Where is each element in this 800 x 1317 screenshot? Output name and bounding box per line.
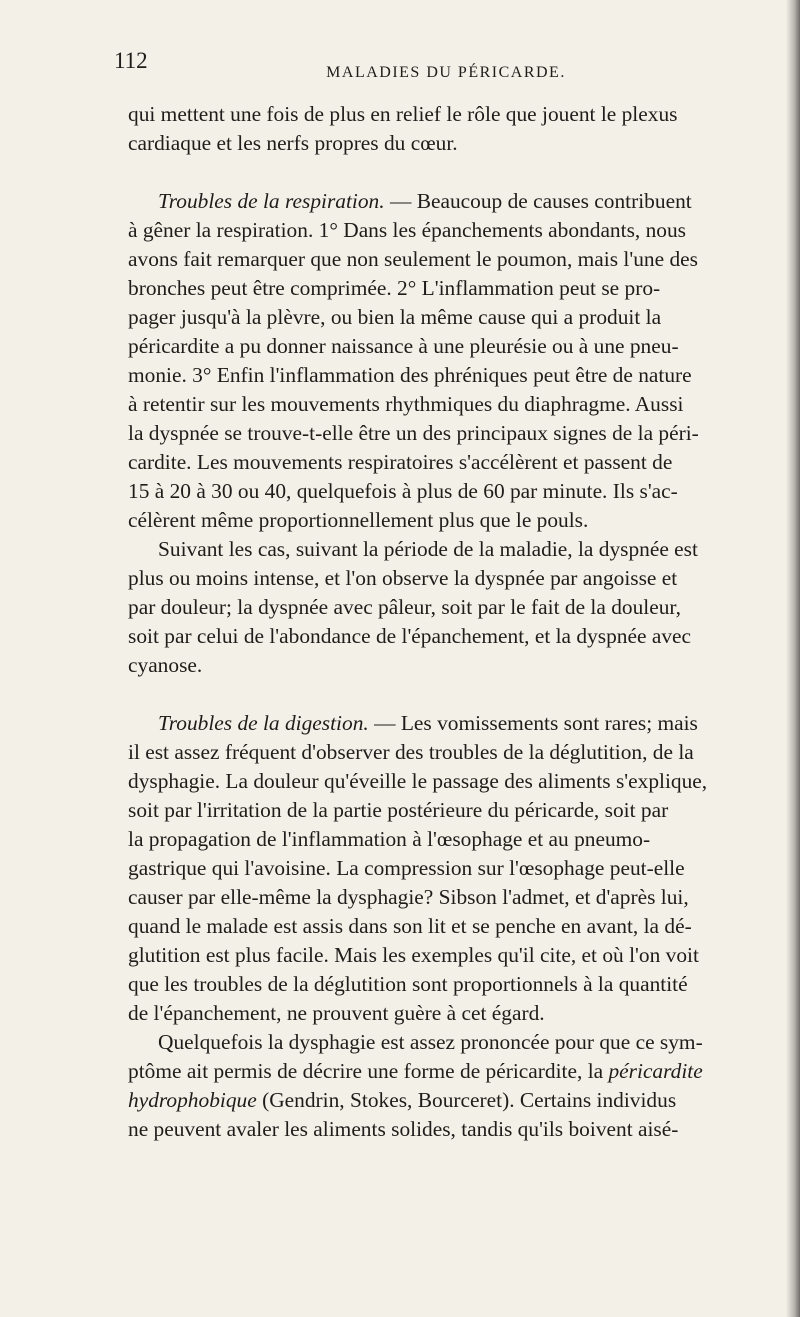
text-line: Quelquefois la dysphagie est assez prononcée pour que ce sym- bbox=[158, 1030, 703, 1054]
text-line: avons fait remarquer que non seulement le poumon, mais l'une des bbox=[128, 247, 698, 271]
text-line: il est assez fréquent d'observer des troubles de la déglutition, de la bbox=[128, 740, 694, 764]
text-line bbox=[128, 1086, 788, 1115]
text-run: — Beaucoup de causes contribuent bbox=[384, 189, 692, 213]
text-line: causer par elle-même la dysphagie? Sibson l'admet, et d'après lui, bbox=[128, 885, 689, 909]
section-digestion bbox=[128, 709, 788, 1028]
running-title: MALADIES DU PÉRICARDE. bbox=[326, 64, 566, 81]
page-edge-shadow bbox=[786, 0, 800, 1317]
text-line: la dyspnée se trouve-t-elle être un des principaux signes de la péri- bbox=[128, 421, 699, 445]
text-line: péricardite a pu donner naissance à une pleurésie ou à une pneu- bbox=[128, 334, 679, 358]
text-line: gastrique qui l'avoisine. La compression sur l'œsophage peut-elle bbox=[128, 856, 685, 880]
section-heading: Troubles de la respiration. bbox=[158, 189, 385, 213]
text-line: de l'épanchement, ne prouvent guère à cet égard. bbox=[128, 1001, 545, 1025]
page-number: 112 bbox=[114, 48, 148, 73]
text-run: (Gendrin, Stokes, Bourceret). Certains individus bbox=[256, 1088, 677, 1112]
text-line: à gêner la respiration. 1° Dans les épanchements abondants, nous bbox=[128, 218, 687, 242]
text-line: glutition est plus facile. Mais les exemples qu'il cite, et où l'on voit bbox=[128, 943, 699, 967]
text-run: — Les vomissements sont rares; mais bbox=[368, 711, 698, 735]
text-line: dysphagie. La douleur qu'éveille le passage des aliments s'explique, bbox=[128, 769, 708, 793]
text-line: à retentir sur les mouvements rhythmiques du diaphragme. Aussi bbox=[128, 392, 684, 416]
text-run: ptôme ait permis de décrire une forme de péricardite, la bbox=[128, 1059, 609, 1083]
text-line: célèrent même proportionnellement plus que le pouls. bbox=[128, 508, 589, 532]
section-heading: Troubles de la digestion. bbox=[158, 711, 369, 735]
page-body bbox=[128, 100, 788, 1144]
text-line: ne peuvent avaler les aliments solides, tandis qu'ils boivent aisé- bbox=[128, 1117, 679, 1141]
text-line: cyanose. bbox=[128, 653, 203, 677]
text-line bbox=[128, 1057, 788, 1086]
text-line: qui mettent une fois de plus en relief le rôle que jouent le plexus bbox=[128, 102, 678, 126]
text-line: soit par l'irritation de la partie postérieure du péricarde, soit par bbox=[128, 798, 669, 822]
text-line bbox=[128, 709, 788, 738]
text-line: 15 à 20 à 30 ou 40, quelquefois à plus de 60 par minute. Ils s'ac- bbox=[128, 479, 678, 503]
text-line: cardiaque et les nerfs propres du cœur. bbox=[128, 131, 458, 155]
text-line: quand le malade est assis dans son lit et se penche en avant, la dé- bbox=[128, 914, 692, 938]
section-respiration bbox=[128, 187, 788, 535]
paragraph-gap bbox=[128, 158, 788, 187]
paragraph-gap bbox=[128, 680, 788, 709]
page-header bbox=[114, 48, 766, 82]
text-line: que les troubles de la déglutition sont proportionnels à la quantité bbox=[128, 972, 688, 996]
text-line: bronches peut être comprimée. 2° L'inflammation peut se pro- bbox=[128, 276, 661, 300]
text-line: plus ou moins intense, et l'on observe la dyspnée par angoisse et bbox=[128, 566, 678, 590]
paragraph-dyspnee bbox=[128, 535, 788, 680]
text-line: la propagation de l'inflammation à l'œsophage et au pneumo- bbox=[128, 827, 651, 851]
paragraph-intro bbox=[128, 100, 788, 158]
italic-term: péricardite bbox=[608, 1059, 703, 1083]
text-line: cardite. Les mouvements respiratoires s'accélèrent et passent de bbox=[128, 450, 673, 474]
text-line: soit par celui de l'abondance de l'épanchement, et la dyspnée avec bbox=[128, 624, 692, 648]
text-line: Suivant les cas, suivant la période de la maladie, la dyspnée est bbox=[158, 537, 698, 561]
text-line: monie. 3° Enfin l'inflammation des phréniques peut être de nature bbox=[128, 363, 692, 387]
text-line: pager jusqu'à la plèvre, ou bien la même cause qui a produit la bbox=[128, 305, 662, 329]
paragraph-dysphagie bbox=[128, 1028, 788, 1144]
text-line: par douleur; la dyspnée avec pâleur, soit par le fait de la douleur, bbox=[128, 595, 682, 619]
text-line bbox=[128, 187, 788, 216]
italic-term: hydrophobique bbox=[128, 1088, 257, 1112]
